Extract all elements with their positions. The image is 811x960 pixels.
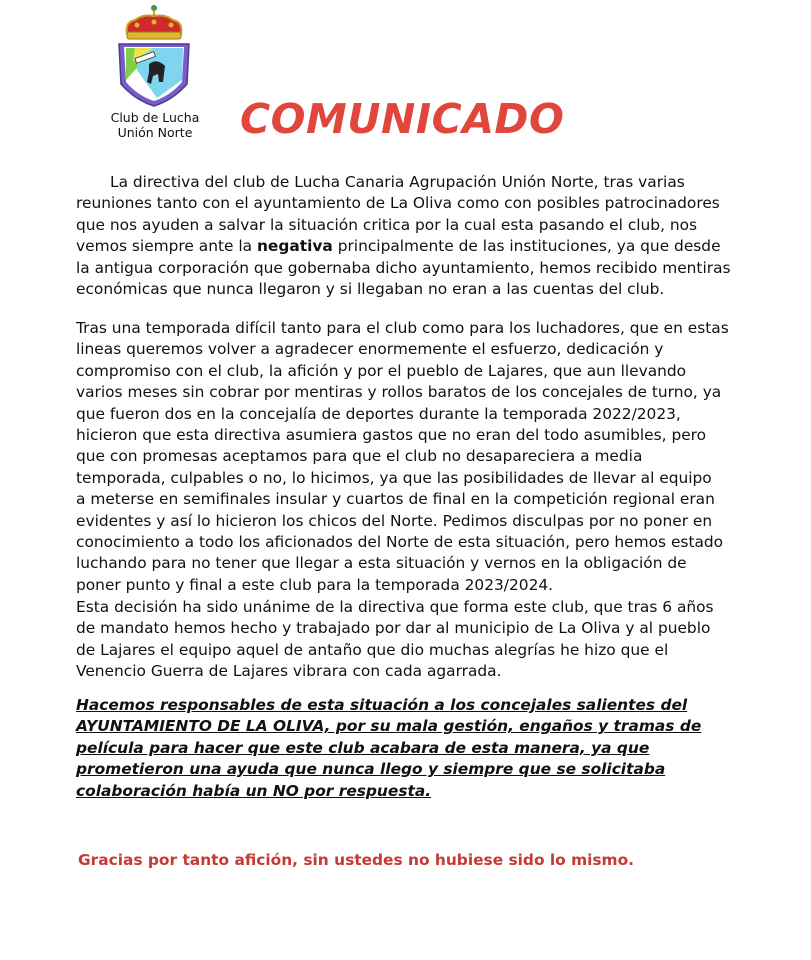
club-name-line2: Unión Norte — [117, 125, 193, 140]
paragraph-responsibility — [76, 695, 776, 802]
text-line: que nos ayuden a salvar la situación critica por la cual esta pasando el club, nos — [76, 215, 698, 234]
text-line: luchando para no tener que llegar a esta situación y vernos en la obligación de — [76, 554, 687, 573]
club-name — [96, 110, 214, 140]
text-line: conocimiento a todo los aficionados del Norte de esta situación, pero hemos estado — [76, 533, 724, 552]
text-line: poner punto y final a este club para la temporada 2023/2024. — [76, 575, 554, 594]
text-line: película para hacer que este club acabara de esta manera, ya que — [76, 738, 650, 757]
text-line — [76, 236, 776, 257]
crown-icon — [127, 5, 182, 39]
text-line: La directiva del club de Lucha Canaria Agrupación Unión Norte, tras varias — [110, 173, 685, 191]
text-line: que fueron dos en la concejalía de deportes durante la temporada 2022/2023, — [76, 404, 681, 423]
text-line: lineas queremos volver a agradecer enormemente el esfuerzo, dedicación y — [76, 340, 664, 359]
text-line: Hacemos responsables de esta situación a los concejales salientes del — [76, 696, 688, 714]
text-line: Venencio Guerra de Lajares vibrara con cada agarrada. — [76, 662, 502, 681]
text-line: Tras una temporada difícil tanto para el club como para los luchadores, que en estas — [76, 319, 729, 337]
paragraph-season — [76, 318, 776, 596]
text-line: AYUNTAMIENTO DE LA OLIVA, por su mala gestión, engaños y tramas de — [76, 717, 702, 736]
text-line: de Lajares el equipo aquel de antaño que dio muchas alegrías he hizo que el — [76, 640, 669, 659]
text-line: compromiso con el club, la afición y por el pueblo de Lajares, que aun llevando — [76, 361, 687, 380]
emphasis-negativa: negativa — [256, 237, 333, 256]
text-line: de mandato hemos hecho y trabajado por dar al municipio de La Oliva y al pueblo — [76, 619, 711, 638]
text-line: hicieron que esta directiva asumiera gastos que no eran del todo asumibles, pero — [76, 426, 707, 445]
closing-message: Gracias por tanto afición, sin ustedes no hubiese sido lo mismo. — [78, 851, 635, 869]
text-line: colaboración había un NO por respuesta. — [76, 781, 432, 800]
text-line: Esta decisión ha sido unánime de la directiva que forma este club, que tras 6 años — [76, 598, 714, 616]
text-segment: principalmente de las instituciones, ya que desde — [332, 237, 721, 256]
text-line: evidentes y así lo hicieron los chicos del Norte. Pedimos disculpas por no poner en — [76, 511, 713, 530]
text-line: a meterse en semifinales insular y cuartos de final en la competición regional eran — [76, 490, 715, 509]
text-line: la antigua corporación que gobernaba dicho ayuntamiento, hemos recibido mentiras — [76, 258, 731, 277]
text-segment: vemos siempre ante la — [76, 237, 257, 256]
paragraph-intro — [76, 172, 776, 300]
text-line: reuniones tanto con el ayuntamiento de La Oliva como con posibles patrocinadores — [76, 194, 720, 213]
text-line: prometieron una ayuda que nunca llego y siempre que se solicitaba — [76, 760, 666, 779]
paragraph-decision — [76, 597, 776, 683]
text-line: económicas que nunca llegaron y si llegaban no eran a las cuentas del club. — [76, 280, 665, 299]
club-name-line1: Club de Lucha — [110, 110, 200, 125]
shield-icon — [119, 44, 189, 106]
text-line: temporada, culpables o no, lo hicimos, ya que las posibilidades de llevar al equipo — [76, 468, 712, 487]
text-line: que con promesas aceptamos para que el club no desapareciera a media — [76, 447, 643, 466]
text-line: varios meses sin cobrar por mentiras y rollos baratos de los concejales de turno, ya — [76, 383, 722, 402]
club-crest-logo — [113, 4, 195, 108]
page-title: COMUNICADO — [240, 95, 565, 143]
